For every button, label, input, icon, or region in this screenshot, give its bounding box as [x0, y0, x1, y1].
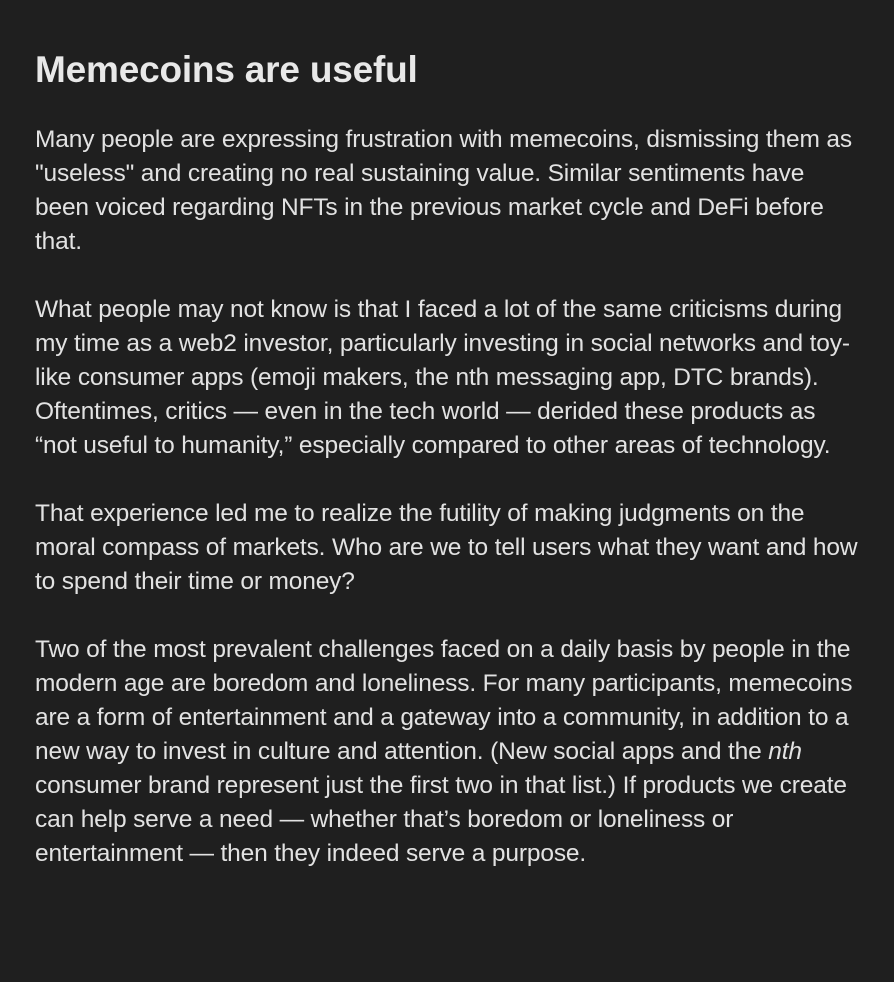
paragraph-1: Many people are expressing frustration with memecoins, dismissing them as "useless" and creating no real sustaining value. Similar sentiments have been voiced regarding NFTs in the previous market cycle and DeFi before that. — [35, 126, 852, 255]
paragraph-4-text-end: consumer brand represent just the first two in that list.) If products we create can help serve a need — whether that’s boredom or loneliness or entertainment — then they indeed serve a purpose. — [35, 772, 847, 867]
paragraph-4-text-start: Two of the most prevalent challenges faced on a daily basis by people in the modern age are boredom and loneliness. For many participants, memecoins are a form of entertainment and a gateway into a community, in addition to a new way to invest in culture and attention. (New social apps and the — [35, 636, 853, 765]
article-title: Memecoins are useful — [35, 49, 418, 90]
paragraph-4-emphasis: nth — [768, 738, 802, 765]
paragraph-4 — [35, 633, 860, 871]
paragraph-2: What people may not know is that I faced a lot of the same criticisms during my time as a web2 investor, particularly investing in social networks and toy-like consumer apps (emoji makers, the nth messaging app, DTC brands). Oftentimes, critics — even in the tech world — derided these products as “not useful to humanity,” especially compared to other areas of technology. — [35, 296, 850, 459]
paragraph-3: That experience led me to realize the futility of making judgments on the moral compass of markets. Who are we to tell users what they want and how to spend their time or money? — [35, 500, 858, 595]
